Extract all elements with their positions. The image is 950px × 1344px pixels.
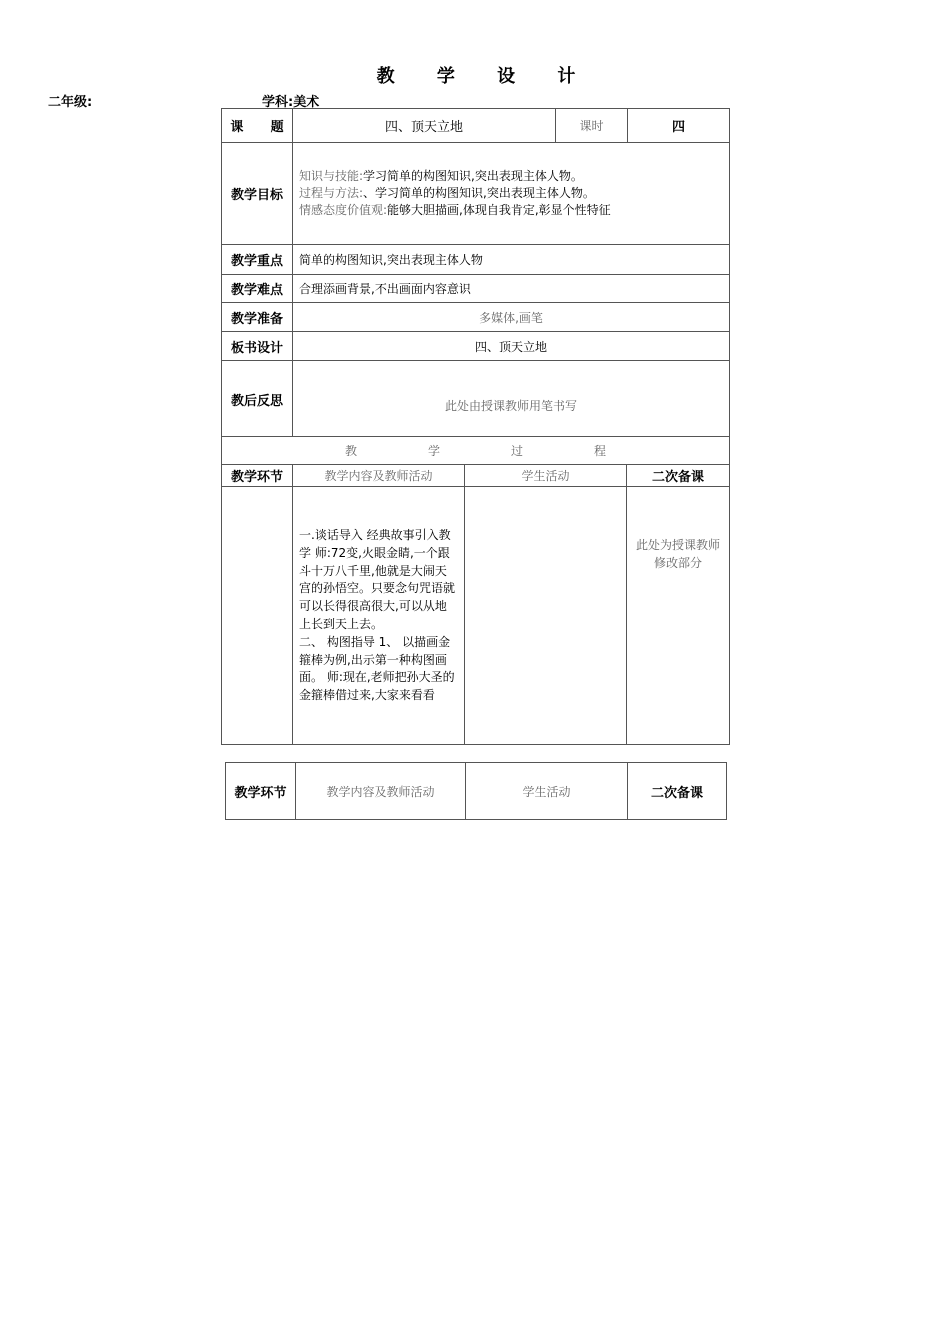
topic-label: 课 题 bbox=[222, 109, 293, 143]
reflection-label: 教后反思 bbox=[222, 361, 293, 437]
key-point-value: 简单的构图知识,突出表现主体人物 bbox=[293, 245, 730, 275]
process-header: 教 学 过 程 bbox=[222, 437, 730, 465]
page-title: 教 学 设 计 bbox=[376, 66, 594, 87]
board-design-label: 板书设计 bbox=[222, 332, 293, 361]
content-cell bbox=[293, 487, 465, 745]
student-column-header: 学生活动 bbox=[465, 465, 627, 487]
stage-column-header: 教学环节 bbox=[222, 465, 293, 487]
objectives-label: 教学目标 bbox=[222, 143, 293, 245]
objective-line: 过程与方法:、学习简单的构图知识,突出表现主体人物。 bbox=[299, 186, 595, 200]
student-column-header: 学生活动 bbox=[466, 763, 628, 820]
stage-column-header: 教学环节 bbox=[226, 763, 296, 820]
difficulty-value: 合理添画背景,不出画面内容意识 bbox=[293, 275, 730, 303]
objective-line: 知识与技能:学习简单的构图知识,突出表现主体人物。 bbox=[299, 169, 583, 183]
second-process-table bbox=[225, 762, 727, 820]
student-cell bbox=[465, 487, 627, 745]
revision-column-header: 二次备课 bbox=[628, 763, 727, 820]
objectives-cell bbox=[293, 143, 730, 245]
subject-label: 学科:美术 bbox=[262, 95, 320, 110]
revision-column-header: 二次备课 bbox=[627, 465, 730, 487]
content-column-header: 教学内容及教师活动 bbox=[296, 763, 466, 820]
preparation-label: 教学准备 bbox=[222, 303, 293, 332]
revision-note: 此处为授课教师修改部分 bbox=[627, 487, 730, 745]
content-paragraph: 一.谈话导入 经典故事引入教学 师:72变,火眼金睛,一个跟斗十万八千里,他就是大闹天宫的孙悟空。只要念句咒语就可以长得很高很大,可以从地上长到天上去。 bbox=[299, 528, 456, 631]
objective-line: 情感态度价值观:能够大胆描画,体现自我肯定,彰显个性特征 bbox=[299, 203, 611, 217]
content-paragraph: 二、 构图指导 1、 以描画金箍棒为例,出示第一种构图画面。 师:现在,老师把孙大圣的金箍棒借过来,大家来看看 bbox=[299, 634, 455, 703]
difficulty-label: 教学难点 bbox=[222, 275, 293, 303]
key-point-label: 教学重点 bbox=[222, 245, 293, 275]
topic-value: 四、顶天立地 bbox=[293, 109, 556, 143]
content-column-header: 教学内容及教师活动 bbox=[293, 465, 465, 487]
period-value: 四 bbox=[628, 109, 730, 143]
grade-label: 二年级: bbox=[48, 95, 93, 110]
process-table bbox=[221, 464, 730, 745]
reflection-value: 此处由授课教师用笔书写 bbox=[293, 361, 730, 437]
lesson-plan-table bbox=[221, 108, 730, 465]
stage-cell bbox=[222, 487, 293, 745]
period-label: 课时 bbox=[556, 109, 628, 143]
preparation-value: 多媒体,画笔 bbox=[293, 303, 730, 332]
board-design-value: 四、顶天立地 bbox=[293, 332, 730, 361]
